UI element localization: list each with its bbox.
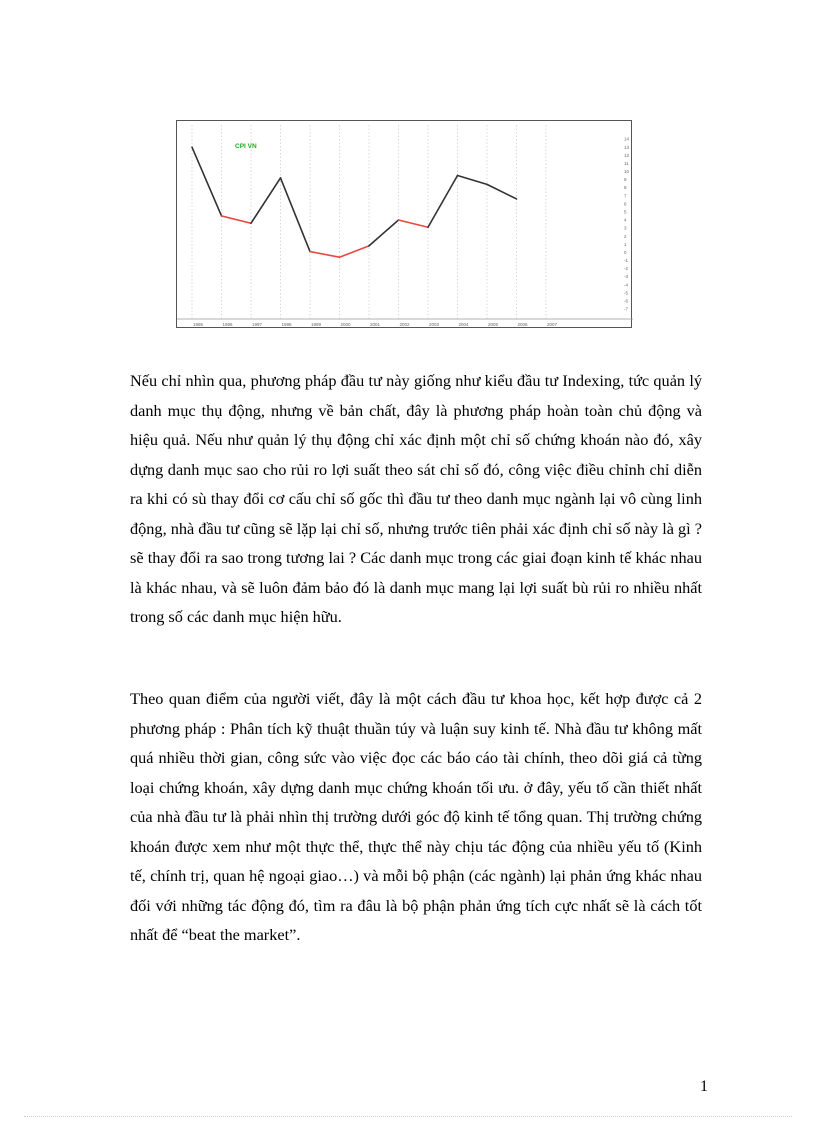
y-tick-label: 13	[624, 144, 630, 150]
x-tick-label: 2001	[370, 322, 381, 327]
x-tick-label: 1996	[222, 322, 233, 327]
series-segment	[310, 252, 340, 258]
y-tick-label: 9	[624, 177, 627, 183]
series-segment	[487, 184, 517, 199]
y-tick-label: -7	[624, 306, 629, 312]
y-tick-label: -6	[624, 298, 629, 304]
series-segment	[369, 220, 399, 246]
x-tick-label: 2003	[429, 322, 440, 327]
x-tick-label: 1999	[311, 322, 322, 327]
x-tick-label: 2005	[488, 322, 499, 327]
y-tick-label: -1	[624, 258, 629, 264]
series-segment	[222, 216, 252, 223]
body-paragraph-2: Theo quan điểm của người viết, đây là một cách đầu tư khoa học, kết hợp được cả 2 phương pháp : Phân tích kỹ thuật thuần túy và luận suy kinh tế. Nhà đầu tư không mất quá nhiều thời gian, công sức vào việc đọc các báo cáo tài chính, theo dõi giá cả từng loại chứng khoán, xây dựng danh mục chứng khoán tối ưu. ở đây, yếu tố cần thiết nhất của nhà đầu tư là phải nhìn thị trường dưới góc độ kinh tế tổng quan. Thị trường chứng khoán được xem như một thực thể, thực thể này chịu tác động của nhiều yếu tố (Kinh tế, chính trị, quan hệ ngoại giao…) và mỗi bộ phận (các ngành) lại phản ứng khác nhau đối với những tác động đó, tìm ra đâu là bộ phận phản ứng tích cực nhất sẽ là cách tốt nhất để “beat the market”.	[130, 689, 702, 944]
y-tick-label: -4	[624, 282, 629, 288]
y-tick-label: 6	[624, 201, 627, 207]
series-segment	[458, 176, 488, 185]
y-tick-label: 1	[624, 241, 627, 247]
y-tick-label: 0	[624, 249, 627, 255]
series-segment	[192, 147, 222, 216]
x-tick-label: 2006	[517, 322, 528, 327]
cpi-chart-svg	[177, 121, 633, 329]
y-tick-label: 8	[624, 185, 627, 191]
x-tick-label: 1995	[193, 322, 204, 327]
chart-title: CPI VN	[235, 143, 257, 150]
body-paragraph-1: Nếu chỉ nhìn qua, phương pháp đầu tư này giống như kiểu đầu tư Indexing, tức quản lý danh mục thụ động, nhưng về bản chất, đây là phương pháp hoàn toàn chủ động và hiệu quả. Nếu như quản lý thụ động chỉ xác định một chỉ số chứng khoán nào đó, xây dựng danh mục sao cho rủi ro lợi suất theo sát chỉ số đó, công việc điều chỉnh chỉ diễn ra khi có sù thay đổi cơ cấu chỉ số gốc thì đầu tư theo danh mục ngành lại vô cùng linh động, nhà đầu tư cũng sẽ lặp lại chỉ số, nhưng trước tiên phải xác định chỉ số này là gì ? sẽ thay đổi ra sao trong tương lai ? Các danh mục trong các giai đoạn kinh tế khác nhau là khác nhau, và sẽ luôn đảm bảo đó là danh mục mang lại lợi suất bù rủi ro nhiều nhất trong số các danh mục hiện hữu.	[130, 371, 702, 626]
page-number: 1	[700, 1078, 708, 1095]
y-tick-label: 10	[624, 169, 630, 175]
x-tick-label: 2000	[340, 322, 351, 327]
series-segment	[399, 220, 429, 227]
cpi-chart	[176, 120, 632, 328]
y-tick-label: -3	[624, 274, 629, 280]
y-tick-label: 12	[624, 152, 630, 158]
series-segment	[340, 246, 370, 257]
y-tick-label: 2	[624, 233, 627, 239]
series-segment	[281, 178, 311, 252]
y-tick-label: 11	[624, 160, 629, 166]
y-tick-label: 3	[624, 225, 627, 231]
x-tick-label: 2004	[458, 322, 469, 327]
x-tick-label: 1997	[252, 322, 263, 327]
x-tick-label: 2002	[399, 322, 410, 327]
y-tick-label: 14	[624, 136, 630, 142]
y-tick-label: 7	[624, 193, 627, 199]
y-tick-label: -2	[624, 266, 629, 272]
x-tick-label: 2007	[547, 322, 558, 327]
y-tick-label: 4	[624, 217, 627, 223]
series-segment	[428, 176, 458, 228]
y-tick-label: 5	[624, 209, 627, 215]
x-tick-label: 1998	[281, 322, 292, 327]
y-tick-label: -5	[624, 290, 629, 296]
page-bottom-rule	[24, 1116, 792, 1117]
series-segment	[251, 178, 281, 223]
